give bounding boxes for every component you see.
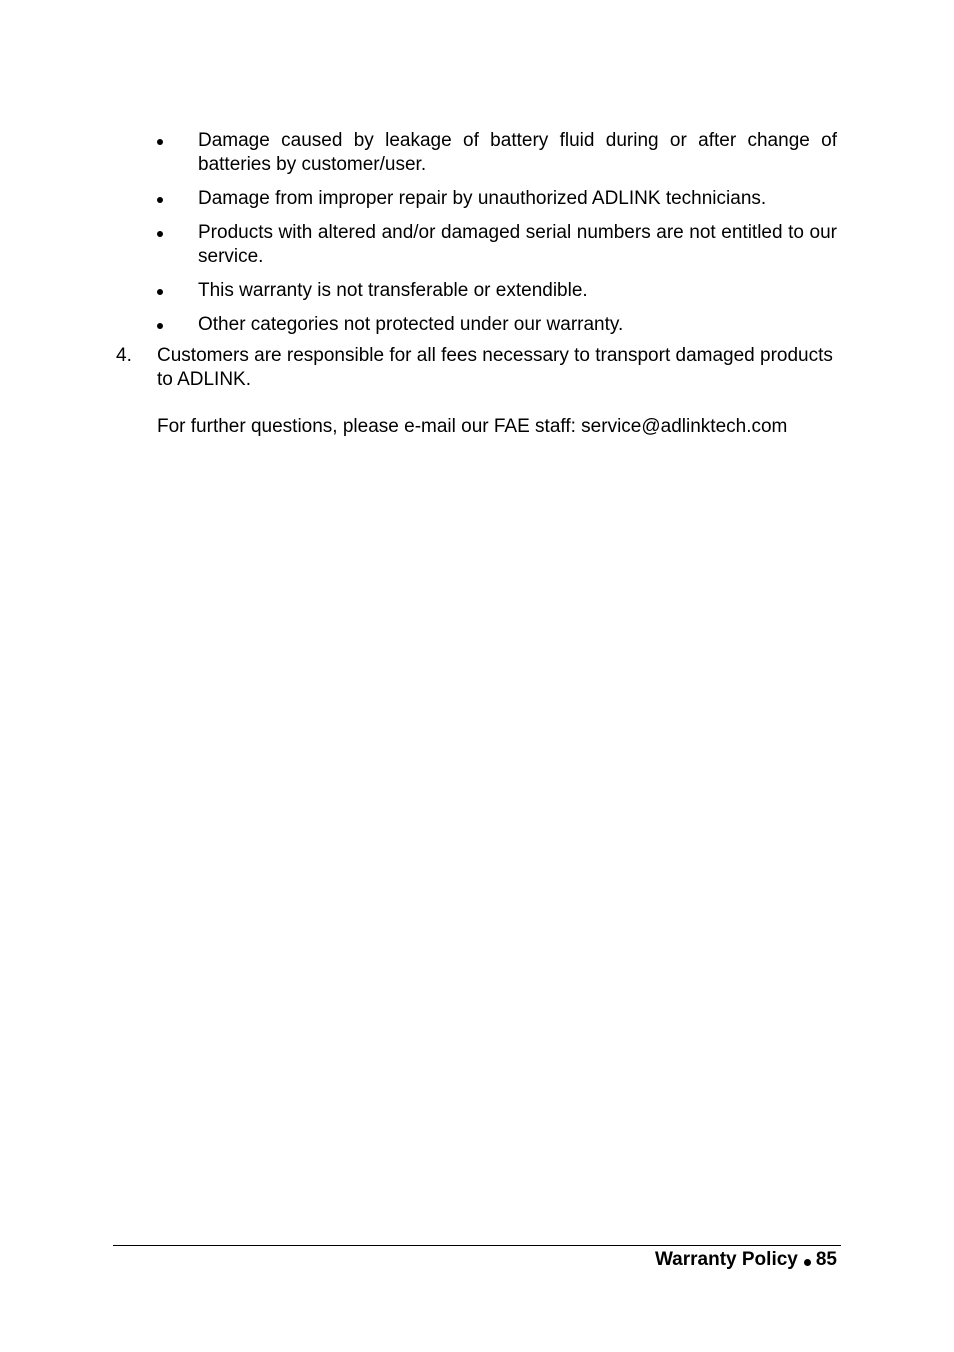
bullet-item [157, 313, 837, 337]
footer-divider [113, 1245, 841, 1246]
bullet-text: Damage caused by leakage of battery fluid during or after change of batteries by customer/user. [198, 130, 837, 175]
numbered-item-4 [116, 344, 837, 392]
item-text: Customers are responsible for all fees necessary to transport damaged products to ADLINK. [157, 345, 833, 390]
bullet-text: Products with altered and/or damaged serial numbers are not entitled to our service. [198, 222, 837, 267]
bullet-item [157, 129, 837, 177]
bullet-item [157, 187, 837, 211]
footer-bullet-icon [804, 1259, 811, 1266]
bullet-item [157, 279, 837, 303]
exclusions-bullet-list [157, 129, 837, 347]
bullet-icon [157, 323, 163, 329]
further-questions-paragraph: For further questions, please e-mail our FAE staff: service@adlinktech.com [157, 416, 788, 437]
bullet-text: Damage from improper repair by unauthorized ADLINK technicians. [198, 188, 767, 209]
item-number: 4. [116, 345, 132, 366]
page-number: 85 [815, 1249, 837, 1270]
page-footer [655, 1248, 837, 1272]
bullet-icon [157, 231, 163, 237]
bullet-item [157, 221, 837, 269]
bullet-icon [157, 197, 163, 203]
bullet-icon [157, 289, 163, 295]
bullet-text: Other categories not protected under our warranty. [198, 314, 624, 335]
bullet-icon [157, 139, 163, 145]
bullet-text: This warranty is not transferable or extendible. [198, 280, 588, 301]
footer-section-title: Warranty Policy [654, 1249, 798, 1270]
